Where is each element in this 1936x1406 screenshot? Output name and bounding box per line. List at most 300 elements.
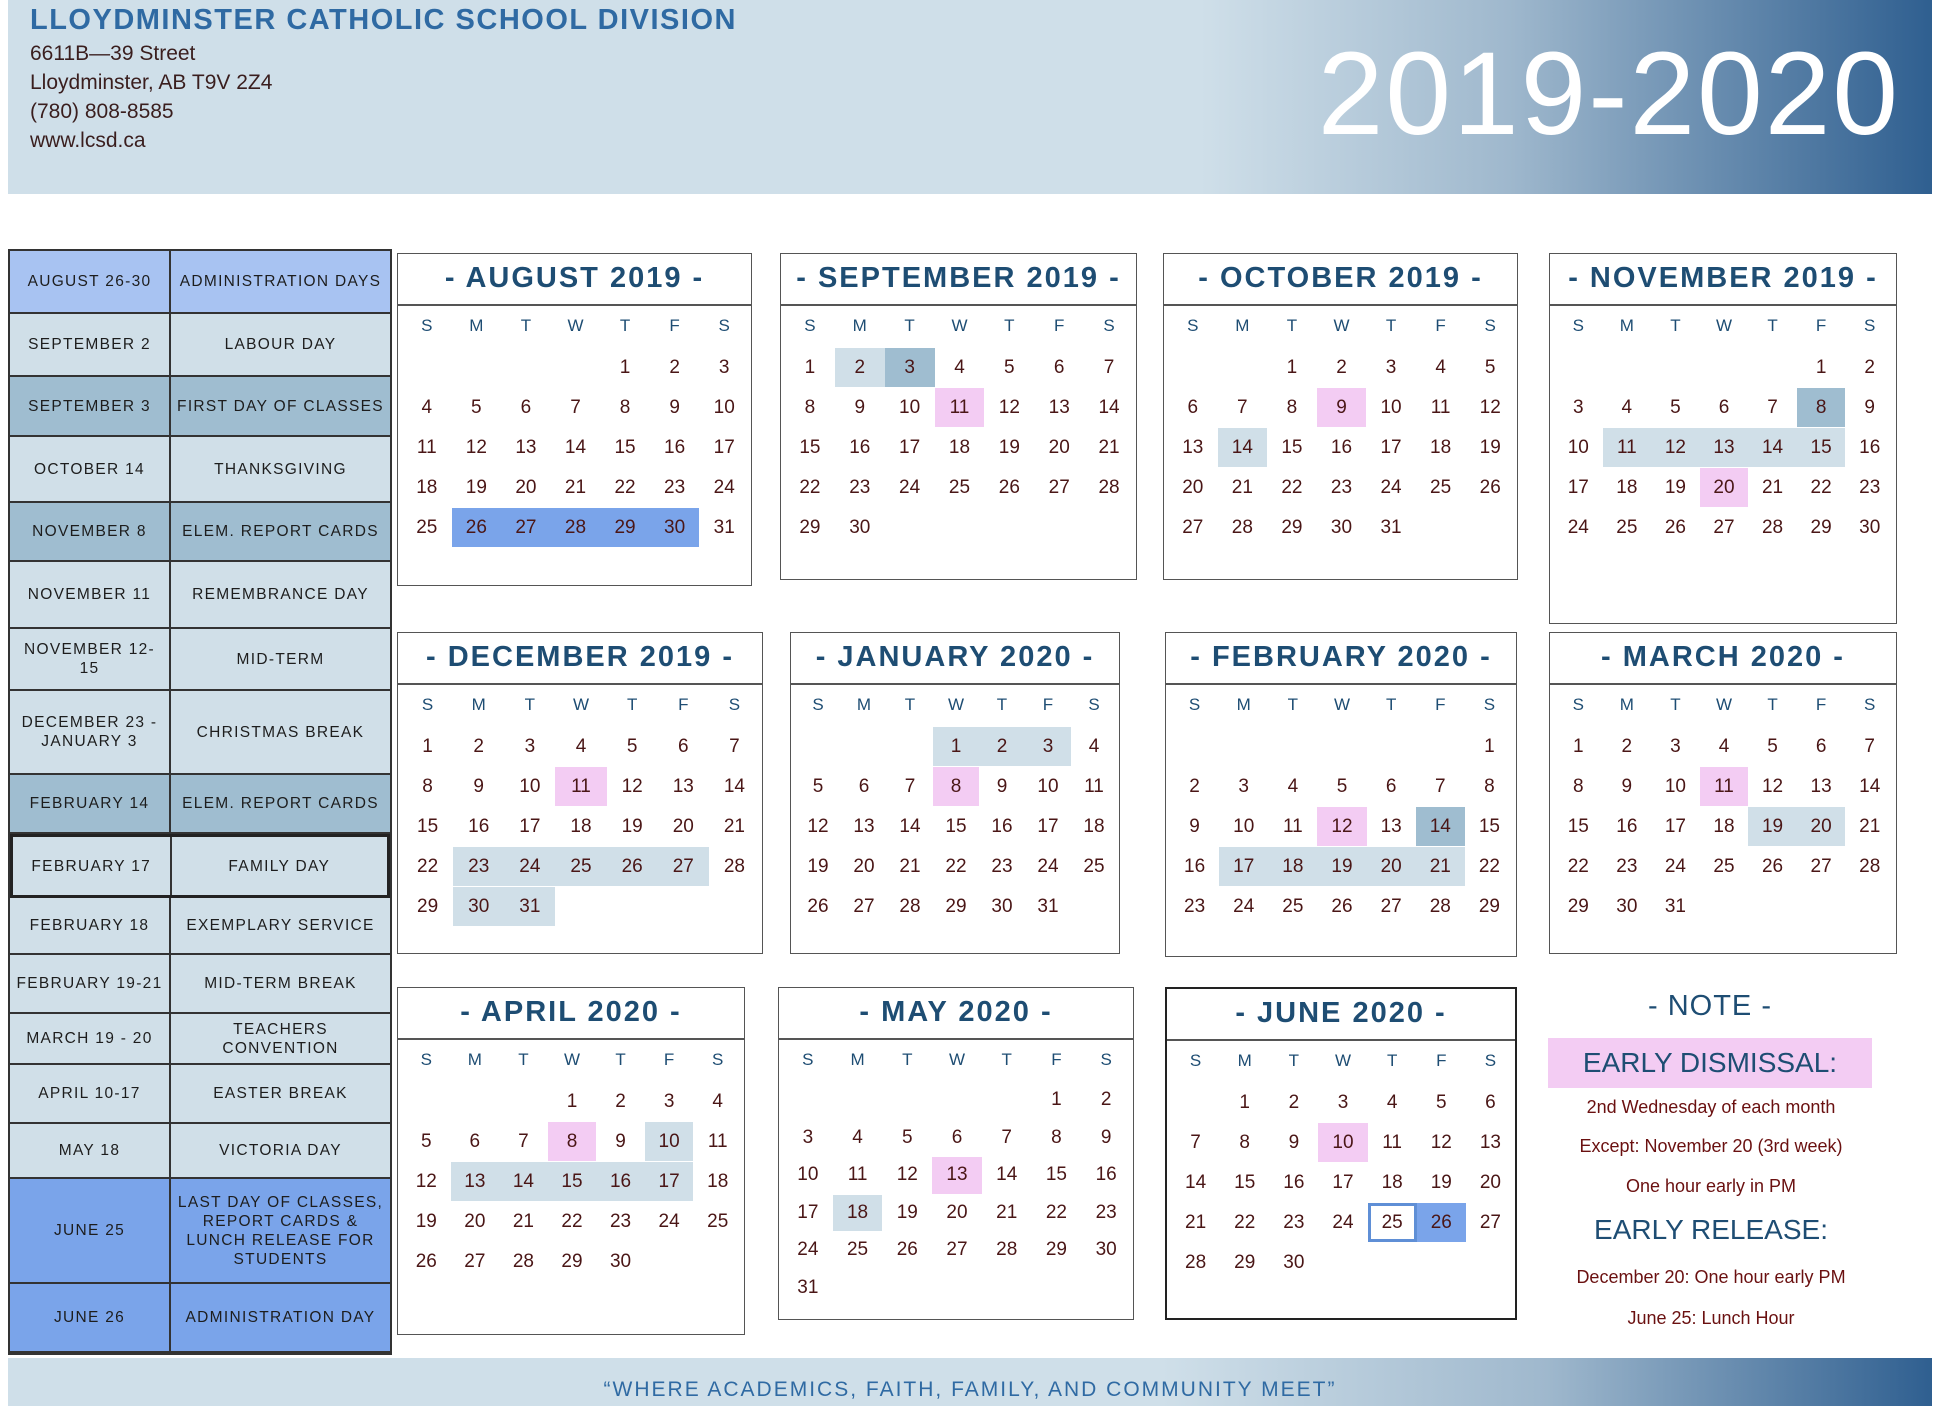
calendar-day: 7 bbox=[1001, 1126, 1012, 1148]
weekday-label: F bbox=[678, 695, 689, 714]
calendar-day: 27 bbox=[1048, 476, 1070, 498]
event-date: FEBRUARY 19-21 bbox=[10, 955, 171, 1012]
early-dismissal-exception: Except: November 20 (3rd week) bbox=[1579, 1136, 1843, 1156]
calendar-day: 25 bbox=[555, 847, 606, 886]
calendar-day: 19 bbox=[1748, 807, 1797, 846]
weekday-label: S bbox=[1088, 695, 1100, 714]
calendar-day: 22 bbox=[1567, 855, 1589, 877]
weekday-label: S bbox=[1484, 316, 1496, 335]
month-title: - JUNE 2020 - bbox=[1235, 997, 1447, 1029]
calendar-day: 21 bbox=[1416, 847, 1465, 886]
calendar-day: 19 bbox=[807, 855, 829, 877]
calendar-day: 17 bbox=[1380, 436, 1402, 458]
month-title: - AUGUST 2019 - bbox=[444, 262, 705, 294]
calendar-day: 27 bbox=[853, 895, 875, 917]
calendar-day: 27 bbox=[1713, 516, 1735, 538]
calendar-day: 2 bbox=[1288, 1091, 1300, 1113]
calendar-day: 29 bbox=[1281, 516, 1303, 538]
calendar-day: 26 bbox=[1331, 895, 1353, 917]
weekday-label: M bbox=[850, 1050, 865, 1069]
event-description: LABOUR DAY bbox=[224, 336, 337, 353]
calendar-day: 2 bbox=[473, 735, 484, 757]
event-date: AUGUST 26-30 bbox=[10, 251, 171, 312]
calendar-day: 18 bbox=[1083, 815, 1105, 837]
calendar-day: 6 bbox=[1385, 775, 1397, 797]
event-date: APRIL 10-17 bbox=[10, 1065, 171, 1122]
month-calendar bbox=[397, 253, 752, 586]
month-title: - APRIL 2020 - bbox=[460, 996, 682, 1028]
calendar-day: 10 bbox=[1664, 775, 1686, 797]
calendar-day: 9 bbox=[1100, 1126, 1112, 1148]
weekday-label: W bbox=[1715, 695, 1732, 714]
calendar-day: 5 bbox=[1004, 356, 1015, 378]
calendar-day: 12 bbox=[1761, 775, 1784, 797]
month-title-divider bbox=[791, 683, 1119, 685]
calendar-day: 31 bbox=[797, 1276, 819, 1298]
calendar-day: 25 bbox=[1368, 1203, 1417, 1242]
month-title: - SEPTEMBER 2019 - bbox=[796, 262, 1121, 294]
weekday-label: F bbox=[1815, 316, 1827, 335]
calendar-day: 7 bbox=[1103, 356, 1115, 378]
calendar-day: 18 bbox=[1381, 1171, 1403, 1193]
calendar-day: 14 bbox=[1416, 807, 1465, 846]
calendar-day: 29 bbox=[600, 508, 650, 547]
calendar-day: 6 bbox=[1053, 356, 1065, 378]
calendar-day: 12 bbox=[621, 775, 643, 797]
calendar-day: 17 bbox=[1037, 815, 1059, 837]
calendar-day: 12 bbox=[1430, 1131, 1452, 1153]
event-description: FAMILY DAY bbox=[228, 857, 331, 875]
calendar-day: 13 bbox=[1810, 775, 1832, 797]
calendar-day: 20 bbox=[515, 476, 537, 498]
calendar-day: 19 bbox=[415, 1210, 437, 1232]
weekday-label: T bbox=[524, 695, 536, 714]
calendar-day: 3 bbox=[663, 1090, 675, 1112]
calendar-day: 5 bbox=[1484, 356, 1496, 378]
calendar-day: 9 bbox=[669, 396, 680, 418]
calendar-day: 25 bbox=[1282, 895, 1304, 917]
weekday-label: M bbox=[852, 316, 867, 335]
calendar-day: 18 bbox=[570, 815, 592, 837]
weekday-label: W bbox=[563, 1050, 580, 1069]
weekday-label: T bbox=[904, 316, 915, 335]
event-date: NOVEMBER 11 bbox=[10, 562, 171, 627]
calendar-day: 1 bbox=[1239, 1091, 1250, 1113]
calendar-day: 22 bbox=[1234, 1211, 1256, 1233]
weekday-label: T bbox=[904, 695, 916, 714]
calendar-day: 15 bbox=[799, 436, 821, 458]
calendar-day: 6 bbox=[1815, 735, 1827, 757]
calendar-day: 11 bbox=[1700, 767, 1749, 806]
weekday-label: F bbox=[1435, 316, 1446, 335]
event-date: SEPTEMBER 3 bbox=[10, 377, 171, 435]
calendar-day: 7 bbox=[518, 1130, 529, 1152]
calendar-day: 20 bbox=[1048, 436, 1070, 458]
month-calendar bbox=[397, 632, 763, 954]
weekday-label: T bbox=[1001, 1050, 1012, 1069]
calendar-day: 13 bbox=[1048, 396, 1070, 418]
event-row bbox=[10, 503, 390, 562]
calendar-day: 23 bbox=[1095, 1201, 1117, 1223]
event-date: MARCH 19 - 20 bbox=[10, 1014, 171, 1063]
calendar-day: 8 bbox=[933, 767, 979, 806]
calendar-day: 6 bbox=[951, 1126, 963, 1148]
calendar-day: 28 bbox=[1859, 855, 1881, 877]
calendar-day: 31 bbox=[1664, 895, 1686, 917]
calendar-day: 27 bbox=[946, 1239, 968, 1261]
event-row bbox=[10, 629, 390, 691]
calendar-day: 6 bbox=[1718, 396, 1730, 418]
calendar-day: 16 bbox=[1616, 815, 1638, 837]
calendar-day: 8 bbox=[1239, 1131, 1250, 1153]
calendar-day: 10 bbox=[713, 396, 735, 418]
month-calendar bbox=[1163, 253, 1518, 580]
calendar-day: 5 bbox=[626, 735, 638, 757]
calendar-day: 15 bbox=[1234, 1171, 1256, 1193]
calendar-day: 11 bbox=[1430, 396, 1451, 418]
calendar-day: 17 bbox=[519, 815, 541, 837]
calendar-day: 24 bbox=[1233, 895, 1255, 917]
weekday-label: S bbox=[421, 316, 433, 335]
month-title: - NOVEMBER 2019 - bbox=[1568, 262, 1878, 294]
phone-number: (780) 808-8585 bbox=[30, 100, 174, 123]
weekday-label: S bbox=[728, 695, 741, 714]
calendar-day: 19 bbox=[1479, 436, 1501, 458]
calendar-day: 27 bbox=[1810, 855, 1832, 877]
calendar-day: 14 bbox=[1859, 775, 1881, 797]
calendar-day: 17 bbox=[713, 436, 735, 458]
calendar-day: 14 bbox=[1098, 396, 1120, 418]
weekday-label: T bbox=[1767, 695, 1778, 714]
website-link[interactable]: www.lcsd.ca bbox=[30, 129, 146, 152]
calendar-day: 26 bbox=[1417, 1203, 1466, 1242]
month-calendar bbox=[1549, 632, 1897, 954]
calendar-day: 1 bbox=[619, 356, 631, 378]
calendar-day: 4 bbox=[1386, 1091, 1398, 1113]
event-description: REMEMBRANCE DAY bbox=[192, 586, 369, 603]
weekday-label: S bbox=[1100, 1050, 1112, 1069]
calendar-day: 5 bbox=[1336, 775, 1348, 797]
weekday-label: M bbox=[1236, 695, 1251, 714]
calendar-day: 15 bbox=[1567, 815, 1589, 837]
event-date: NOVEMBER 12-15 bbox=[10, 629, 171, 689]
calendar-day: 6 bbox=[520, 396, 532, 418]
early-release-december: December 20: One hour early PM bbox=[1576, 1267, 1846, 1287]
calendar-day: 15 bbox=[1478, 815, 1500, 837]
month-title-divider bbox=[398, 1038, 744, 1040]
month-title-divider bbox=[779, 1038, 1133, 1040]
event-description: MID-TERM bbox=[236, 650, 325, 668]
calendar-day: 6 bbox=[677, 735, 689, 757]
calendar-day: 4 bbox=[852, 1126, 863, 1148]
weekday-label: T bbox=[1385, 316, 1397, 335]
calendar-day: 27 bbox=[658, 847, 709, 886]
calendar-day: 17 bbox=[1219, 847, 1268, 886]
weekday-label: M bbox=[1619, 316, 1634, 335]
calendar-day: 29 bbox=[1234, 1251, 1256, 1273]
calendar-day: 16 bbox=[1095, 1164, 1117, 1186]
calendar-day: 29 bbox=[1810, 516, 1832, 538]
calendar-day: 10 bbox=[1318, 1123, 1367, 1162]
calendar-day: 9 bbox=[854, 396, 866, 418]
calendar-day: 28 bbox=[723, 855, 745, 877]
month-title: - MARCH 2020 - bbox=[1601, 641, 1845, 673]
calendar-day: 3 bbox=[1385, 356, 1397, 378]
weekday-label: T bbox=[902, 1050, 913, 1069]
calendar-day: 9 bbox=[615, 1130, 626, 1152]
calendar-day: 20 bbox=[1700, 468, 1749, 507]
weekday-label: F bbox=[1436, 1051, 1447, 1070]
calendar-day: 10 bbox=[1037, 775, 1059, 797]
calendar-day: 1 bbox=[933, 727, 979, 766]
calendar-day: 18 bbox=[416, 476, 438, 498]
weekday-label: T bbox=[1287, 695, 1299, 714]
calendar-day: 21 bbox=[1185, 1211, 1207, 1233]
event-date: FEBRUARY 18 bbox=[10, 898, 171, 953]
calendar-day: 6 bbox=[858, 775, 870, 797]
calendar-day: 4 bbox=[1088, 735, 1100, 757]
weekday-label: S bbox=[1187, 316, 1199, 335]
calendar-day: 16 bbox=[596, 1162, 645, 1201]
calendar-day: 31 bbox=[504, 887, 555, 926]
calendar-day: 25 bbox=[416, 516, 438, 538]
calendar-day: 30 bbox=[1095, 1239, 1117, 1261]
calendar-day: 29 bbox=[561, 1250, 583, 1272]
month-title-divider bbox=[1550, 683, 1896, 685]
calendar-day: 8 bbox=[1484, 775, 1495, 797]
month-title: - DECEMBER 2019 - bbox=[426, 641, 734, 673]
calendar-day: 5 bbox=[1767, 735, 1778, 757]
event-row bbox=[10, 775, 390, 834]
calendar-day: 2 bbox=[1864, 356, 1875, 378]
calendar-day: 14 bbox=[1185, 1171, 1207, 1193]
weekday-label: T bbox=[1288, 1051, 1300, 1070]
note-title: - NOTE - bbox=[1648, 990, 1772, 1022]
calendar-day: 11 bbox=[555, 767, 606, 806]
calendar-day: 28 bbox=[1098, 476, 1120, 498]
calendar-day: 7 bbox=[729, 735, 740, 757]
weekday-label: S bbox=[1864, 695, 1876, 714]
calendar-day: 20 bbox=[464, 1210, 486, 1232]
month-title: - FEBRUARY 2020 - bbox=[1190, 641, 1492, 673]
calendar-day: 11 bbox=[416, 436, 437, 458]
weekday-label: S bbox=[1572, 316, 1584, 335]
month-title: - JANUARY 2020 - bbox=[815, 641, 1095, 673]
calendar-day: 6 bbox=[469, 1130, 481, 1152]
event-description: LAST DAY OF CLASSES, REPORT CARDS & LUNCH RELEASE FOR STUDENTS bbox=[177, 1193, 384, 1268]
calendar-day: 20 bbox=[1479, 1171, 1501, 1193]
calendar-day: 31 bbox=[1380, 516, 1402, 538]
weekday-label: M bbox=[469, 316, 484, 335]
calendar-day: 14 bbox=[564, 436, 587, 458]
calendar-day: 20 bbox=[946, 1201, 968, 1223]
calendar-day: 13 bbox=[1700, 428, 1749, 467]
calendar-day: 29 bbox=[1478, 895, 1500, 917]
calendar-day: 1 bbox=[1572, 735, 1584, 757]
month-calendar bbox=[790, 632, 1120, 954]
calendar-day: 1 bbox=[804, 356, 816, 378]
calendar-day: 24 bbox=[658, 1210, 680, 1232]
calendar-day: 16 bbox=[991, 815, 1013, 837]
calendar-day: 14 bbox=[723, 775, 745, 797]
weekday-label: T bbox=[1386, 1051, 1398, 1070]
calendar-day: 1 bbox=[566, 1090, 578, 1112]
event-row bbox=[10, 437, 390, 503]
month-title-divider bbox=[398, 683, 762, 685]
weekday-label: M bbox=[467, 1050, 482, 1069]
calendar-day: 3 bbox=[1670, 735, 1681, 757]
calendar-day: 24 bbox=[1664, 855, 1686, 877]
calendar-day: 21 bbox=[564, 476, 587, 498]
month-calendar bbox=[397, 987, 745, 1335]
calendar-day: 21 bbox=[1098, 436, 1120, 458]
calendar-day: 10 bbox=[519, 775, 541, 797]
weekday-label: M bbox=[1619, 695, 1634, 714]
calendar-day: 21 bbox=[1761, 476, 1784, 498]
calendar-day: 24 bbox=[1037, 855, 1059, 877]
weekday-label: T bbox=[615, 1050, 626, 1069]
calendar-day: 26 bbox=[415, 1250, 437, 1272]
calendar-day: 6 bbox=[1485, 1091, 1496, 1113]
calendar-day: 25 bbox=[1713, 855, 1735, 877]
event-row bbox=[10, 1284, 390, 1353]
calendar-day: 21 bbox=[512, 1210, 534, 1232]
calendar-day: 7 bbox=[904, 775, 916, 797]
calendar-day: 7 bbox=[1434, 775, 1446, 797]
calendar-day: 28 bbox=[1429, 895, 1451, 917]
event-row bbox=[10, 251, 390, 314]
calendar-day: 23 bbox=[664, 476, 686, 498]
calendar-day: 10 bbox=[1567, 436, 1589, 458]
calendar-day: 24 bbox=[713, 476, 735, 498]
weekday-label: S bbox=[718, 316, 730, 335]
weekday-label: F bbox=[1042, 695, 1054, 714]
calendar-day: 14 bbox=[499, 1162, 548, 1201]
calendar-day: 17 bbox=[1567, 476, 1589, 498]
calendar-day: 18 bbox=[948, 436, 971, 458]
calendar-day: 24 bbox=[504, 847, 555, 886]
calendar-day: 18 bbox=[1430, 436, 1452, 458]
calendar-day: 18 bbox=[833, 1195, 883, 1232]
calendar-day: 16 bbox=[468, 815, 490, 837]
calendar-day: 19 bbox=[1317, 847, 1366, 886]
calendar-day: 16 bbox=[1184, 855, 1206, 877]
weekday-label: T bbox=[996, 695, 1008, 714]
calendar-day: 20 bbox=[1367, 847, 1416, 886]
calendar-day: 20 bbox=[1182, 476, 1204, 498]
calendar-day: 15 bbox=[1281, 436, 1303, 458]
calendar-day: 12 bbox=[896, 1164, 918, 1186]
calendar-day: 19 bbox=[998, 436, 1020, 458]
calendar-day: 10 bbox=[797, 1164, 819, 1186]
calendar-day: 12 bbox=[1317, 807, 1366, 846]
calendar-day: 2 bbox=[1100, 1089, 1112, 1111]
event-date: MAY 18 bbox=[10, 1124, 171, 1177]
event-row bbox=[10, 898, 390, 955]
calendar-day: 18 bbox=[1616, 476, 1638, 498]
weekday-label: S bbox=[802, 1050, 814, 1069]
calendar-day: 7 bbox=[1864, 735, 1875, 757]
calendar-day: 27 bbox=[464, 1250, 486, 1272]
calendar-day: 18 bbox=[707, 1170, 729, 1192]
calendar-day: 22 bbox=[1045, 1201, 1067, 1223]
calendar-day: 10 bbox=[1233, 815, 1255, 837]
calendar-day: 1 bbox=[422, 735, 433, 757]
weekday-label: T bbox=[1670, 695, 1681, 714]
month-title-divider bbox=[1164, 304, 1517, 306]
calendar-day: 8 bbox=[1572, 775, 1584, 797]
calendar-day: 29 bbox=[945, 895, 967, 917]
early-release-june: June 25: Lunch Hour bbox=[1627, 1308, 1795, 1328]
weekday-label: W bbox=[572, 695, 590, 714]
calendar-day: 31 bbox=[713, 516, 735, 538]
weekday-label: F bbox=[669, 316, 680, 335]
calendar-day: 2 bbox=[1189, 775, 1200, 797]
calendar-day: 26 bbox=[452, 508, 502, 547]
calendar-day: 13 bbox=[1380, 815, 1402, 837]
school-year-title: 2019-2020 bbox=[1317, 28, 1900, 160]
event-description: VICTORIA DAY bbox=[219, 1142, 342, 1159]
calendar-day: 5 bbox=[1670, 396, 1681, 418]
calendar-day: 16 bbox=[664, 436, 686, 458]
calendar-day: 28 bbox=[996, 1239, 1018, 1261]
early-dismissal-title: EARLY DISMISSAL: bbox=[1548, 1038, 1872, 1088]
weekday-label: S bbox=[804, 316, 816, 335]
calendar-day: 1 bbox=[1484, 735, 1495, 757]
weekday-label: F bbox=[1815, 695, 1827, 714]
month-calendar bbox=[1165, 632, 1517, 957]
calendar-day: 26 bbox=[998, 476, 1020, 498]
school-name: LLOYDMINSTER CATHOLIC SCHOOL DIVISION bbox=[30, 4, 737, 36]
calendar-day: 30 bbox=[849, 516, 871, 538]
event-row bbox=[10, 377, 390, 437]
calendar-day: 8 bbox=[548, 1122, 597, 1161]
weekday-label: M bbox=[471, 695, 486, 714]
calendar-day: 3 bbox=[718, 356, 730, 378]
weekday-label: S bbox=[1103, 316, 1115, 335]
calendar-day: 30 bbox=[1283, 1251, 1305, 1273]
calendar-day: 9 bbox=[1317, 388, 1367, 427]
calendar-day: 28 bbox=[1185, 1251, 1207, 1273]
calendar-day: 22 bbox=[945, 855, 967, 877]
calendar-day: 30 bbox=[453, 887, 504, 926]
calendar-day: 5 bbox=[420, 1130, 432, 1152]
weekday-label: S bbox=[1188, 695, 1201, 714]
weekday-label: S bbox=[1483, 695, 1496, 714]
calendar-day: 23 bbox=[1330, 476, 1353, 498]
calendar-day: 23 bbox=[849, 476, 871, 498]
weekday-label: T bbox=[619, 316, 631, 335]
calendar-day: 17 bbox=[1664, 815, 1686, 837]
calendar-day: 26 bbox=[1479, 476, 1501, 498]
event-date: DECEMBER 23 - JANUARY 3 bbox=[10, 691, 171, 773]
calendar-day: 13 bbox=[672, 775, 694, 797]
calendar-day: 16 bbox=[1330, 436, 1353, 458]
weekday-label: F bbox=[1054, 316, 1065, 335]
event-description: ELEM. REPORT CARDS bbox=[182, 523, 379, 540]
calendar-day: 23 bbox=[1184, 895, 1206, 917]
calendar-day: 25 bbox=[1616, 516, 1638, 538]
weekday-label: S bbox=[1484, 1051, 1497, 1070]
calendar-day: 2 bbox=[835, 348, 885, 387]
calendar-day: 24 bbox=[899, 476, 921, 498]
month-title-divider bbox=[1550, 304, 1896, 306]
event-row bbox=[10, 314, 390, 377]
calendar-day: 15 bbox=[548, 1162, 597, 1201]
event-description: FIRST DAY OF CLASSES bbox=[177, 397, 384, 415]
weekday-label: T bbox=[1670, 316, 1681, 335]
weekday-label: W bbox=[1334, 1051, 1352, 1070]
